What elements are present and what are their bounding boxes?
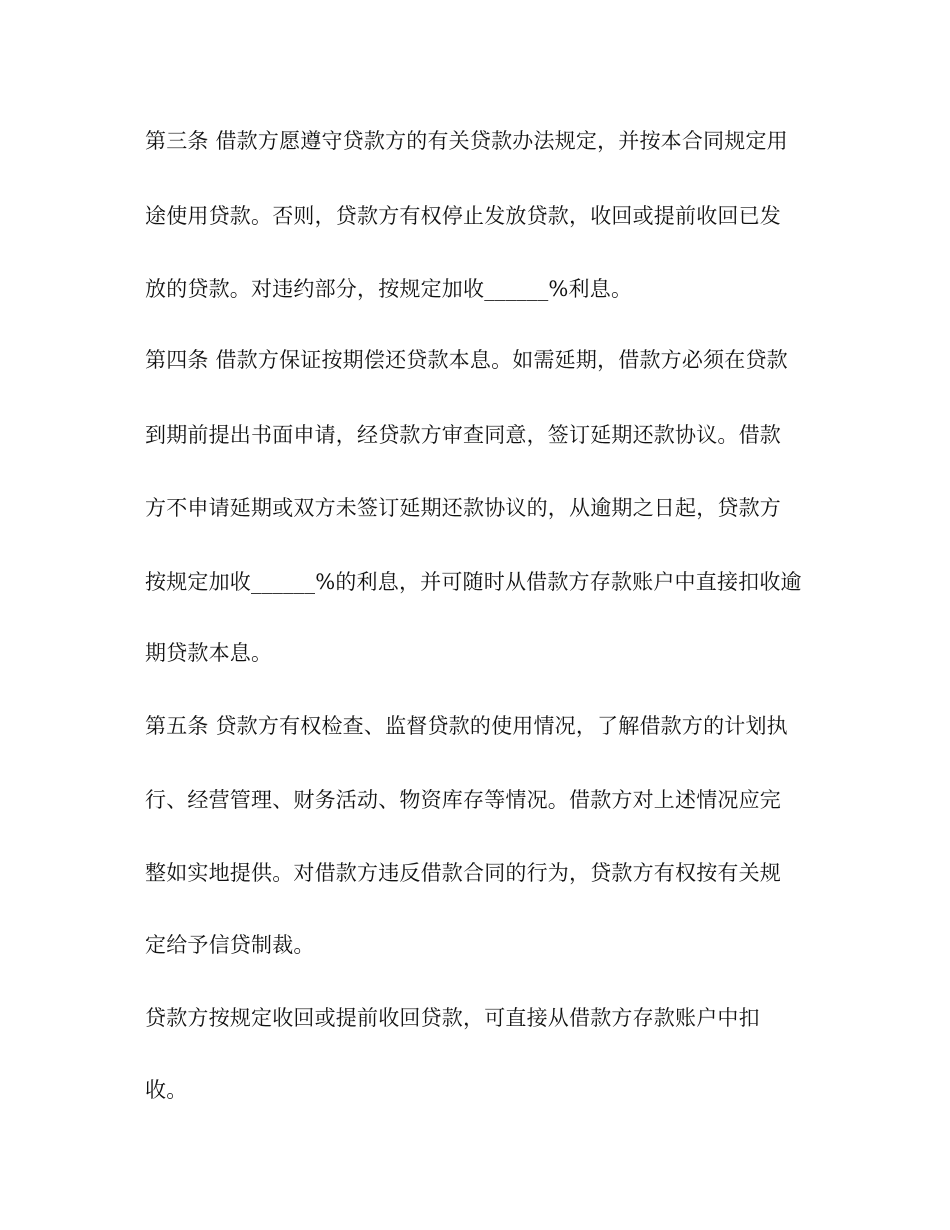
article-4-line-5: 期贷款本息。	[145, 641, 273, 665]
article-4-line-2: 到期前提出书面申请，经贷款方审查同意，签订延期还款协议。借款	[145, 423, 781, 447]
paragraph-line-1: 贷款方按规定收回或提前收回贷款，可直接从借款方存款账户中扣	[145, 1006, 760, 1030]
article-5-line-3: 整如实地提供。对借款方违反借款合同的行为，贷款方有权按有关规	[145, 861, 781, 885]
article-5-line-2: 行、经营管理、财务活动、物资库存等情况。借款方对上述情况应完	[145, 788, 781, 812]
article-3-line-1: 第三条 借款方愿遵守贷款方的有关贷款办法规定，并按本合同规定用	[145, 129, 788, 153]
article-4-line-3: 方不申请延期或双方未签订延期还款协议的，从逾期之日起，贷款方	[145, 496, 781, 520]
article-3-line-2: 途使用贷款。否则，贷款方有权停止发放贷款，收回或提前收回已发	[145, 204, 781, 228]
article-4-line-1: 第四条 借款方保证按期偿还贷款本息。如需延期，借款方必须在贷款	[145, 348, 788, 372]
article-4-line-4: 按规定加收______%的利息，并可随时从借款方存款账户中直接扣收逾	[145, 570, 802, 594]
article-5-line-4: 定给予信贷制裁。	[145, 933, 315, 957]
article-5-line-1: 第五条 贷款方有权检查、监督贷款的使用情况，了解借款方的计划执	[145, 714, 788, 738]
paragraph-line-2: 收。	[145, 1078, 188, 1102]
article-3-line-3: 放的贷款。对违约部分，按规定加收______%利息。	[145, 277, 633, 301]
